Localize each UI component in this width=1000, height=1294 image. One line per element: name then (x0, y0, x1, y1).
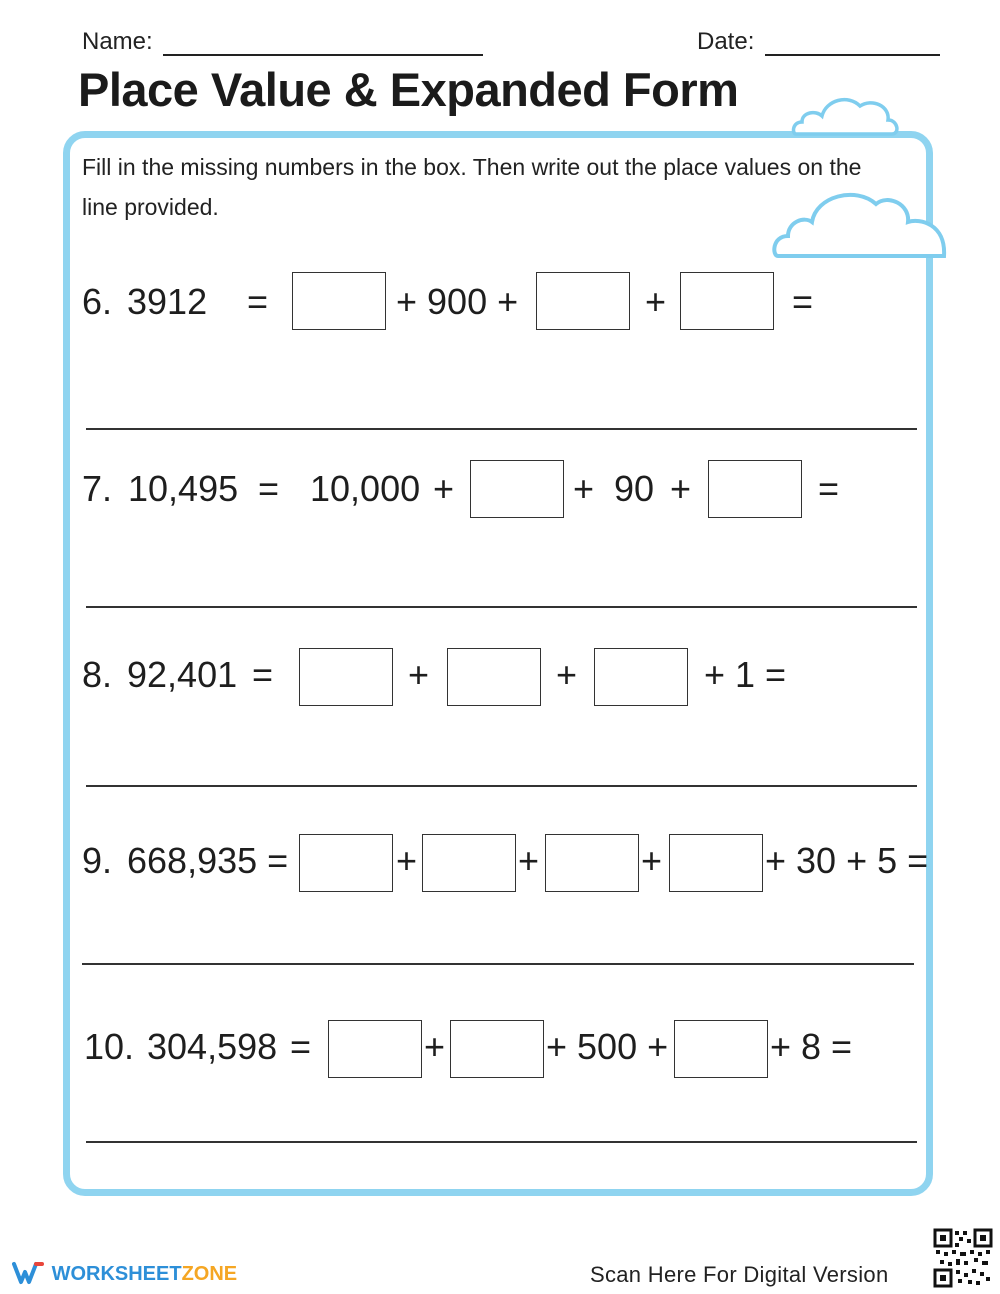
plus-sign: + (645, 281, 667, 322)
answer-line[interactable] (86, 1141, 917, 1143)
answer-box[interactable] (292, 272, 386, 330)
problem-number: 9. (82, 840, 113, 881)
problem-value: 3912 (127, 281, 208, 322)
equals-sign: = (792, 281, 814, 322)
brand-text-worksheet: WORKSHEET (51, 1263, 182, 1285)
answer-line[interactable] (86, 785, 917, 787)
worksheetzone-logo-icon (12, 1261, 46, 1285)
operator-text: + 1 = (704, 654, 787, 695)
operator-text: + 900 + (396, 281, 519, 322)
problem-number: 8. (82, 654, 113, 695)
addend-text: 90 (614, 468, 655, 509)
operator-text: + 30 + 5 = (765, 840, 929, 881)
cloud-icon (790, 92, 902, 138)
answer-box[interactable] (328, 1020, 422, 1078)
operator-text: + 500 + (546, 1026, 669, 1067)
plus-sign: + (408, 654, 430, 695)
equals-sign: = (247, 281, 269, 322)
answer-box[interactable] (422, 834, 516, 892)
equals-sign: = (290, 1026, 312, 1067)
plus-sign: + (670, 468, 692, 509)
name-field-line[interactable] (163, 54, 483, 56)
problem-number: 10. (84, 1026, 135, 1067)
answer-line[interactable] (86, 428, 917, 430)
qr-code-icon[interactable] (933, 1228, 993, 1288)
problem-number: 6. (82, 281, 113, 322)
problem-number: 7. (82, 468, 113, 509)
plus-sign: + (556, 654, 578, 695)
plus-sign: + (518, 840, 540, 881)
answer-box[interactable] (594, 648, 688, 706)
answer-line[interactable] (86, 606, 917, 608)
problem-value: 92,401 (127, 654, 238, 695)
addend-text: 10,000 (310, 468, 421, 509)
answer-box[interactable] (708, 460, 802, 518)
page-title: Place Value & Expanded Form (78, 63, 739, 116)
instructions: Fill in the missing numbers in the box. Then write out the place values on the line provided. (82, 154, 862, 220)
problem-value: 668,935 = (127, 840, 289, 881)
equals-sign: = (818, 468, 840, 509)
answer-box[interactable] (674, 1020, 768, 1078)
answer-box[interactable] (450, 1020, 544, 1078)
answer-box[interactable] (299, 648, 393, 706)
equals-sign: = (252, 654, 274, 695)
answer-box[interactable] (470, 460, 564, 518)
answer-box[interactable] (669, 834, 763, 892)
scan-caption: Scan Here For Digital Version (590, 1262, 889, 1287)
answer-box[interactable] (299, 834, 393, 892)
plus-sign: + (396, 840, 418, 881)
answer-box[interactable] (545, 834, 639, 892)
name-label: Name: (82, 28, 153, 55)
answer-line[interactable] (82, 963, 914, 965)
worksheetzone-logo[interactable] (12, 1261, 237, 1286)
plus-sign: + (641, 840, 663, 881)
equals-sign: = (258, 468, 280, 509)
brand-text-zone: ZONE (181, 1263, 238, 1285)
plus-sign: + (433, 468, 455, 509)
operator-text: + 8 = (770, 1026, 853, 1067)
date-field-line[interactable] (765, 54, 940, 56)
answer-box[interactable] (447, 648, 541, 706)
plus-sign: + (424, 1026, 446, 1067)
problem-value: 10,495 (128, 468, 239, 509)
plus-sign: + (573, 468, 595, 509)
date-label: Date: (697, 28, 755, 55)
problem-value: 304,598 (147, 1026, 278, 1067)
answer-box[interactable] (536, 272, 630, 330)
answer-box[interactable] (680, 272, 774, 330)
